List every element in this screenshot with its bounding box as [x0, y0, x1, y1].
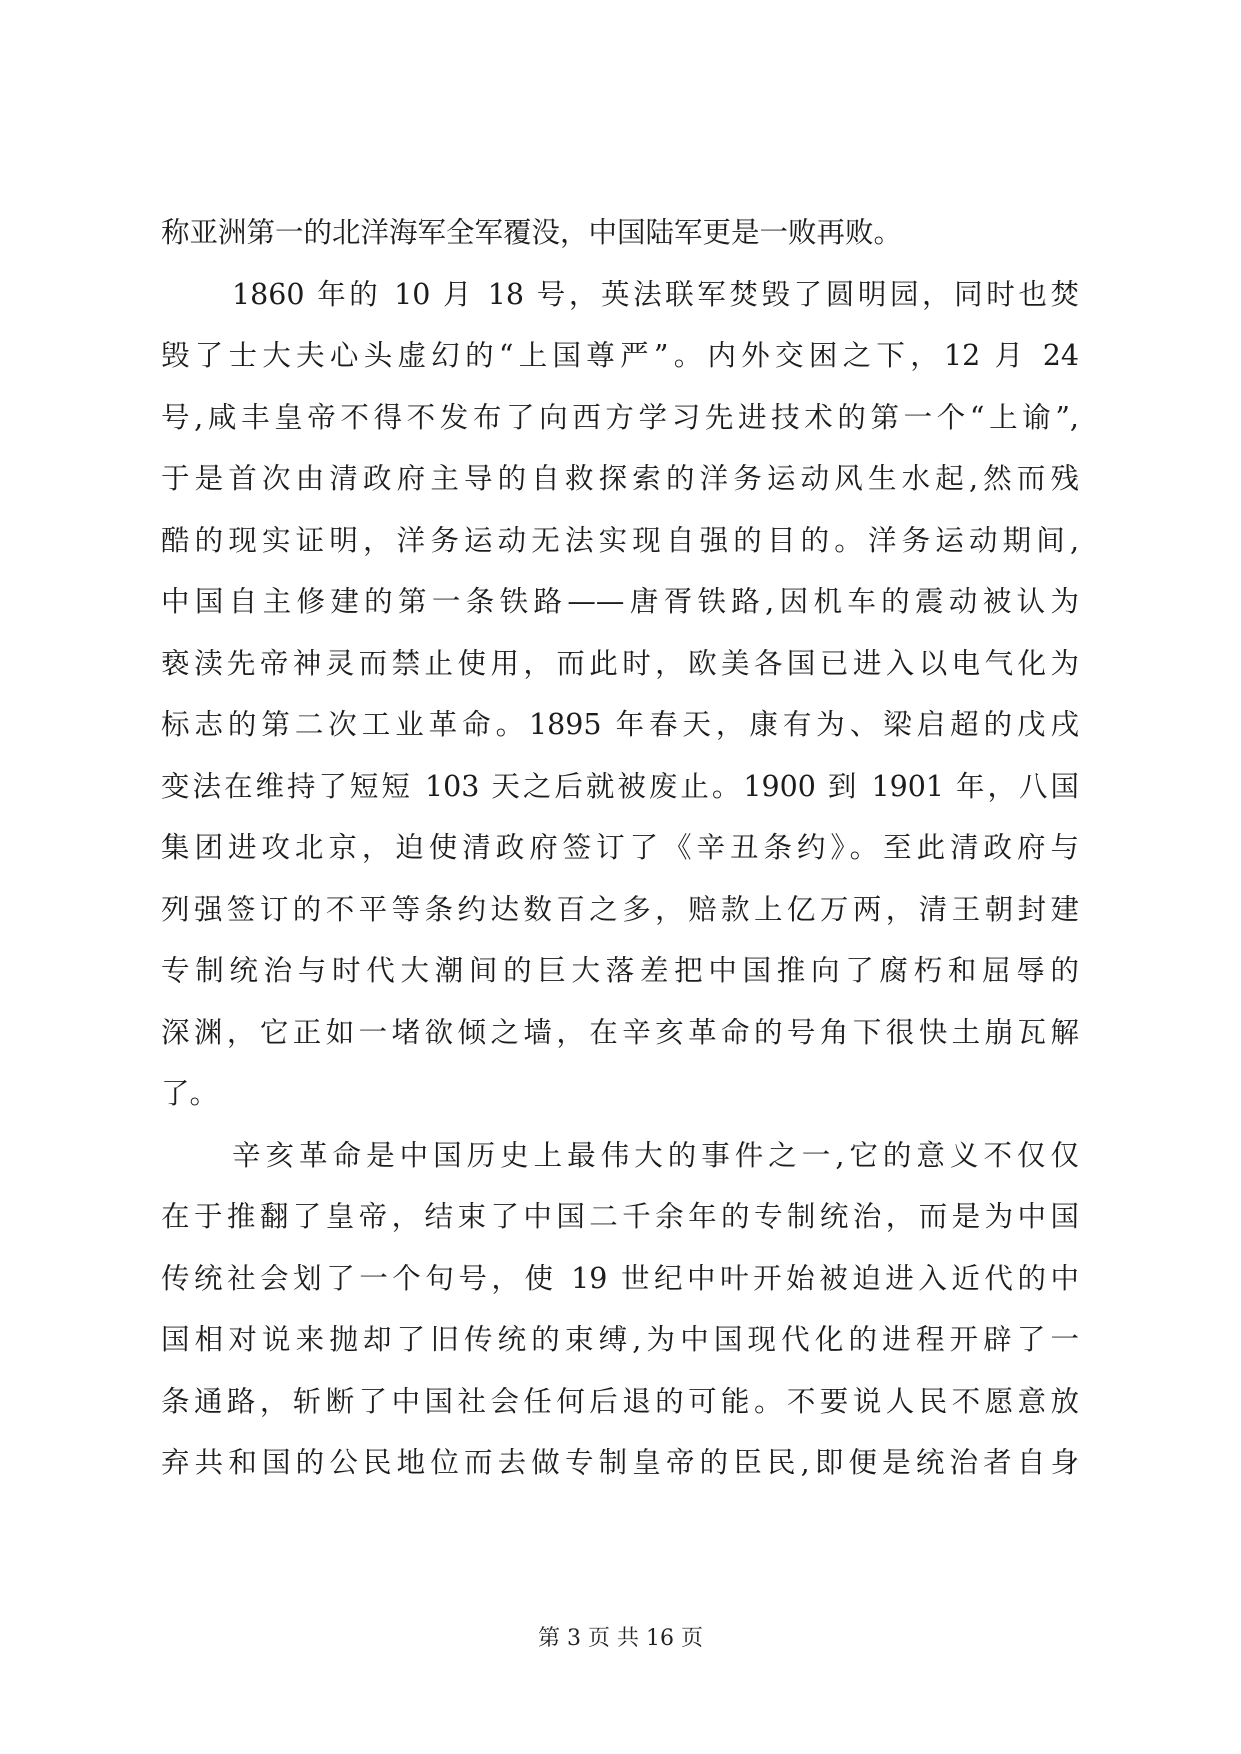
- text-line: 毁了士大夫心头虚幻的“上国尊严”。内外交困之下，12 月 24: [161, 339, 1079, 372]
- page-footer: [0, 1624, 1241, 1654]
- text-line: 1860 年的 10 月 18 号，英法联军焚毁了圆明园，同时也焚: [232, 277, 1079, 311]
- text-line: 深渊，它正如一堵欲倾之墙，在辛亥革命的号角下很快土崩瓦解: [161, 1015, 1079, 1049]
- text-line: 号,咸丰皇帝不得不发布了向西方学习先进技术的第一个“上谕”,: [161, 400, 1079, 434]
- text-line: 专制统治与时代大潮间的巨大落差把中国推向了腐朽和屈辱的: [161, 954, 1079, 987]
- text-line: 辛亥革命是中国历史上最伟大的事件之一,它的意义不仅仅: [232, 1138, 1079, 1172]
- text-line: 变法在维持了短短 103 天之后就被废止。1900 到 1901 年，八国: [161, 769, 1079, 803]
- text-line: 中国自主修建的第一条铁路——唐胥铁路,因机车的震动被认为: [161, 585, 1079, 618]
- text-line: 列强签订的不平等条约达数百之多，赔款上亿万两，清王朝封建: [161, 892, 1079, 926]
- text-line: 称亚洲第一的北洋海军全军覆没，中国陆军更是一败再败。: [161, 216, 903, 249]
- text-line: 传统社会划了一个句号，使 19 世纪中叶开始被迫进入近代的中: [161, 1261, 1079, 1295]
- text-line: 国相对说来抛却了旧传统的束缚,为中国现代化的进程开辟了一: [161, 1323, 1079, 1356]
- text-line: 标志的第二次工业革命。1895 年春天，康有为、梁启超的戊戌: [161, 708, 1079, 741]
- text-line: 弃共和国的公民地位而去做专制皇帝的臣民,即便是统治者自身: [161, 1446, 1079, 1479]
- body-text: [161, 202, 1079, 1494]
- text-line: 条通路，斩断了中国社会任何后退的可能。不要说人民不愿意放: [161, 1384, 1079, 1418]
- text-line: 在于推翻了皇帝，结束了中国二千余年的专制统治，而是为中国: [161, 1200, 1079, 1233]
- page-number-label: 第 3 页 共 16 页: [538, 1626, 703, 1651]
- text-line: 亵渎先帝神灵而禁止使用，而此时，欧美各国已进入以电气化为: [161, 646, 1079, 680]
- text-line: 集团进攻北京，迫使清政府签订了《辛丑条约》。至此清政府与: [161, 831, 1079, 864]
- text-line: 于是首次由清政府主导的自救探索的洋务运动风生水起,然而残: [161, 462, 1079, 495]
- text-line: 了。: [161, 1077, 219, 1110]
- text-line: 酷的现实证明，洋务运动无法实现自强的目的。洋务运动期间,: [161, 523, 1079, 557]
